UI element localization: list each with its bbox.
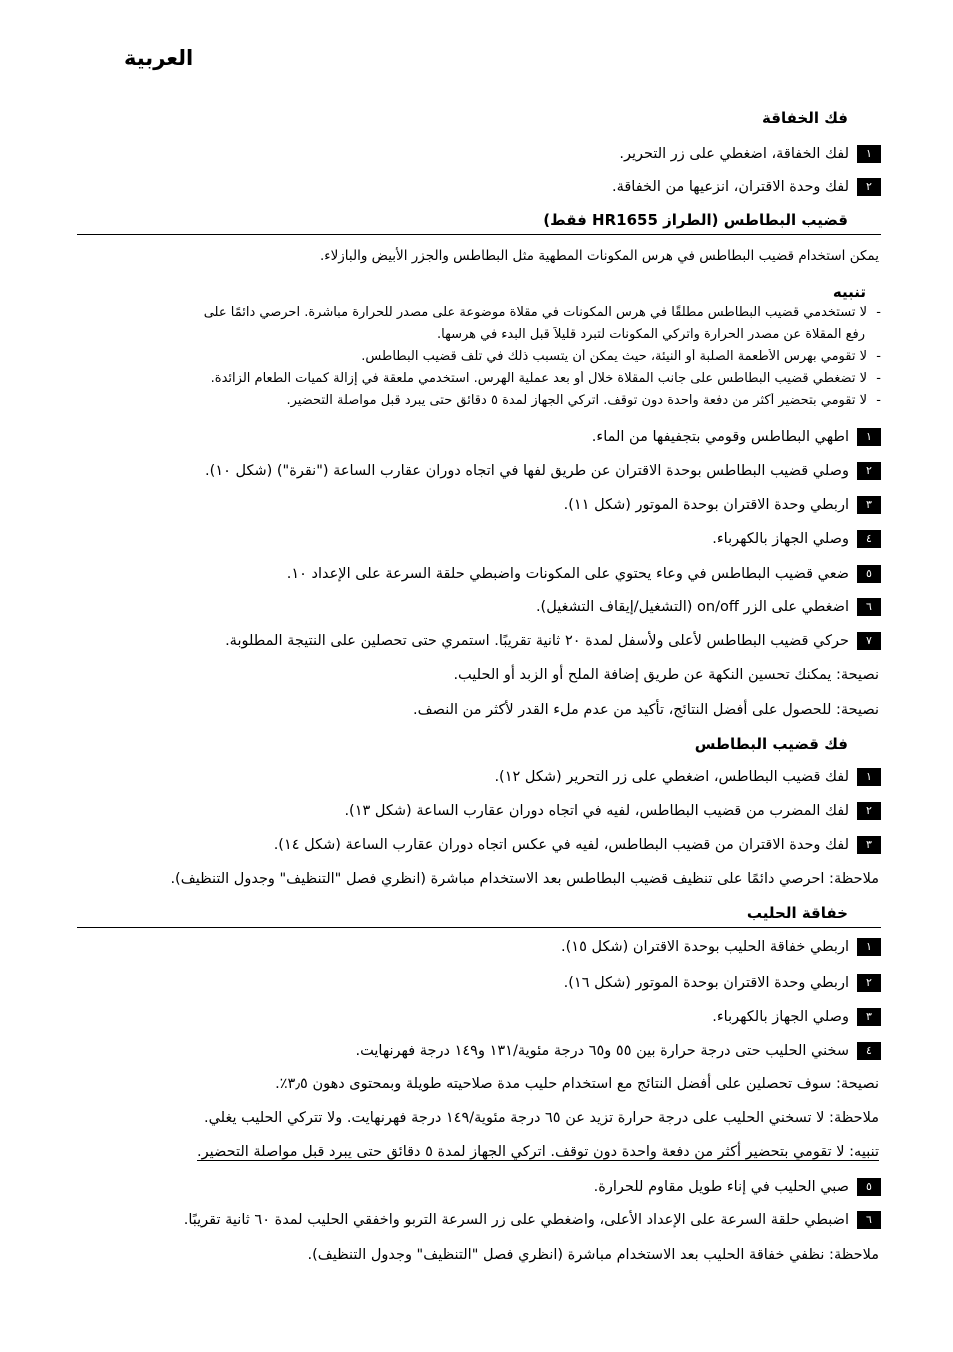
caution-line: -لا تقومي بتحضير أكثر من دفعة واحدة دون توقف. اتركي الجهاز لمدة ٥ دقائق حتى يبرد قبل مواصلة التحضير. — [286, 393, 881, 408]
list-item — [70, 1006, 881, 1028]
step-number: ١ — [857, 145, 881, 163]
caution-line: -لا تضغطي قضيب البطاطس على جانب المقلاة خلال أو بعد عملية الهرس. استخدمي ملعقة في إزالة كميات الطعام الزائدة. — [210, 371, 881, 386]
list-item — [70, 972, 881, 994]
caution-line: -لا تقومي بهرس الأطعمة الصلبة أو النيئة، حيث يمكن أن يتسبب ذلك في تلف قضيب البطاطس. — [361, 349, 881, 364]
list-item — [70, 1040, 881, 1062]
list-item — [70, 834, 881, 856]
step-text: لفك قضيب البطاطس، اضغطي على زر التحرير (شكل ١٢). — [494, 769, 849, 785]
list-item — [70, 563, 881, 585]
list-item — [70, 766, 881, 788]
list-item — [70, 1176, 881, 1198]
step-number: ٥ — [857, 565, 881, 583]
caution-title: تنبيه — [832, 283, 866, 301]
note-text: ملاحظة: احرصي دائمًا على تنظيف قضيب البطاطس بعد الاستخدام مباشرة (انظري فصل "التنظيف" وجدول التنظيف). — [170, 871, 879, 887]
step-number: ٢ — [857, 178, 881, 196]
step-number: ٦ — [857, 1211, 881, 1229]
step-number: ٤ — [857, 1042, 881, 1060]
step-text: لفك وحدة الاقتران، انزعيها من الخفاقة. — [611, 179, 849, 195]
list-item — [70, 460, 881, 482]
caution-text: تنبيه: لا تقومي بتحضير أكثر من دفعة واحدة دون توقف. اتركي الجهاز لمدة ٥ دقائق حتى يبرد قبل مواصلة التحضير. — [197, 1144, 879, 1160]
step-text: لفك الخفاقة، اضغطي على زر التحرير. — [619, 146, 849, 162]
list-item — [70, 630, 881, 652]
divider — [77, 234, 881, 235]
step-text: اربطي وحدة الاقتران بوحدة الموتور (شكل ١٦). — [563, 975, 849, 991]
section-heading-whisk-detach: فك الخفاقة — [762, 109, 848, 127]
step-number: ٤ — [857, 530, 881, 548]
step-text: سخني الحليب حتى درجة حرارة بين ٥٥ و٦٥ درجة مئوية/١٣١ و١٤٩ درجة فهرنهايت. — [355, 1043, 849, 1059]
list-item — [70, 176, 881, 198]
step-number: ٥ — [857, 1178, 881, 1196]
step-text: لفك المضرب من قضيب البطاطس، لفيه في اتجاه دوران عقارب الساعة (شكل ١٣). — [344, 803, 849, 819]
step-text: اربطي وحدة الاقتران بوحدة الموتور (شكل ١١). — [563, 497, 849, 513]
step-number: ٦ — [857, 598, 881, 616]
step-number: ١ — [857, 428, 881, 446]
tip-text: نصيحة: يمكنك تحسين النكهة عن طريق إضافة الملح أو الزبد أو الحليب. — [453, 667, 879, 683]
note-text: ملاحظة: نظفي خفاقة الحليب بعد الاستخدام مباشرة (انظري فصل "التنظيف" وجدول التنظيف). — [307, 1247, 879, 1263]
list-item — [70, 426, 881, 448]
caution-line: -لا تستخدمي قضيب البطاطس مطلقًا في هرس المكونات في مقلاة موضوعة على مصدر للحرارة مباشرة. احرصي دائمًا على — [203, 305, 881, 320]
divider — [77, 927, 881, 928]
step-text: ضعي قضيب البطاطس في وعاء يحتوي على المكونات واضبطي حلقة السرعة على الإعداد ١٠. — [286, 566, 849, 582]
step-number: ٢ — [857, 974, 881, 992]
step-text: حركي قضيب البطاطس لأعلى ولأسفل لمدة ٢٠ ثانية تقريبًا. استمري حتى تحصلين على النتيجة المطلوبة. — [225, 633, 849, 649]
step-text: وصلي الجهاز بالكهرباء. — [712, 1009, 849, 1025]
step-number: ١ — [857, 938, 881, 956]
step-text: اضغطي على الزر on/off (التشغيل/إيقاف التشغيل). — [535, 599, 849, 615]
step-text: اطهي البطاطس وقومي بتجفيفها من الماء. — [591, 429, 849, 445]
note-text: ملاحظة: لا تسخني الحليب على درجة حرارة تزيد عن ٦٥ درجة مئوية/١٤٩ درجة فهرنهايت. ولا تتركي الحليب يغلي. — [203, 1110, 879, 1126]
list-item — [70, 528, 881, 550]
step-text: لفك وحدة الاقتران من قضيب البطاطس، لفيه في عكس اتجاه دوران عقارب الساعة (شكل ١٤). — [273, 837, 849, 853]
step-text: وصلي الجهاز بالكهرباء. — [712, 531, 849, 547]
step-number: ٣ — [857, 836, 881, 854]
tip-text: نصيحة: للحصول على أفضل النتائج، تأكيد من عدم ملء القدر لأكثر من النصف. — [413, 702, 879, 718]
list-item — [70, 1209, 881, 1231]
tip-text: نصيحة: سوف تحصلين على أفضل النتائج مع استخدام حليب مدة صلاحيته طويلة وبمحتوى دهون ٣٫٥٪. — [275, 1076, 879, 1092]
section-heading-potato-masher: قضيب البطاطس (الطراز HR1655 فقط) — [543, 211, 848, 229]
caution-line: رفع المقلاة عن مصدر الحرارة واتركي المكونات لتبرد قليلاً قبل البدء في هرسها. — [436, 327, 865, 342]
list-item — [70, 936, 881, 958]
step-text: وصلي قضيب البطاطس بوحدة الاقتران عن طريق لفها في اتجاه دوران عقارب الساعة ("نقرة") (شكل ١٠). — [205, 463, 849, 479]
step-text: اربطي خفاقة الحليب بوحدة الاقتران (شكل ١٥). — [561, 939, 849, 955]
list-item — [70, 494, 881, 516]
step-number: ٢ — [857, 802, 881, 820]
step-number: ٢ — [857, 462, 881, 480]
intro-text: يمكن استخدام قضيب البطاطس في هرس المكونات المطهية مثل البطاطس والجزر الأبيض والبازلاء. — [319, 248, 879, 264]
step-number: ١ — [857, 768, 881, 786]
step-text: صبي الحليب في إناء طويل مقاوم للحرارة. — [593, 1179, 849, 1195]
section-heading-masher-detach: فك قضيب البطاطس — [694, 735, 848, 753]
list-item — [70, 596, 881, 618]
language-label: العربية — [124, 46, 194, 70]
list-item — [70, 143, 881, 165]
step-text: اضبطي حلقة السرعة على الإعداد الأعلى، واضغطي على زر السرعة التربو واخفقي الحليب لمدة ٦٠ ثانية تقريبًا. — [183, 1212, 849, 1228]
step-number: ٣ — [857, 1008, 881, 1026]
list-item — [70, 800, 881, 822]
section-heading-milk-frother: خفاقة الحليب — [746, 904, 848, 922]
step-number: ٧ — [857, 632, 881, 650]
step-number: ٣ — [857, 496, 881, 514]
